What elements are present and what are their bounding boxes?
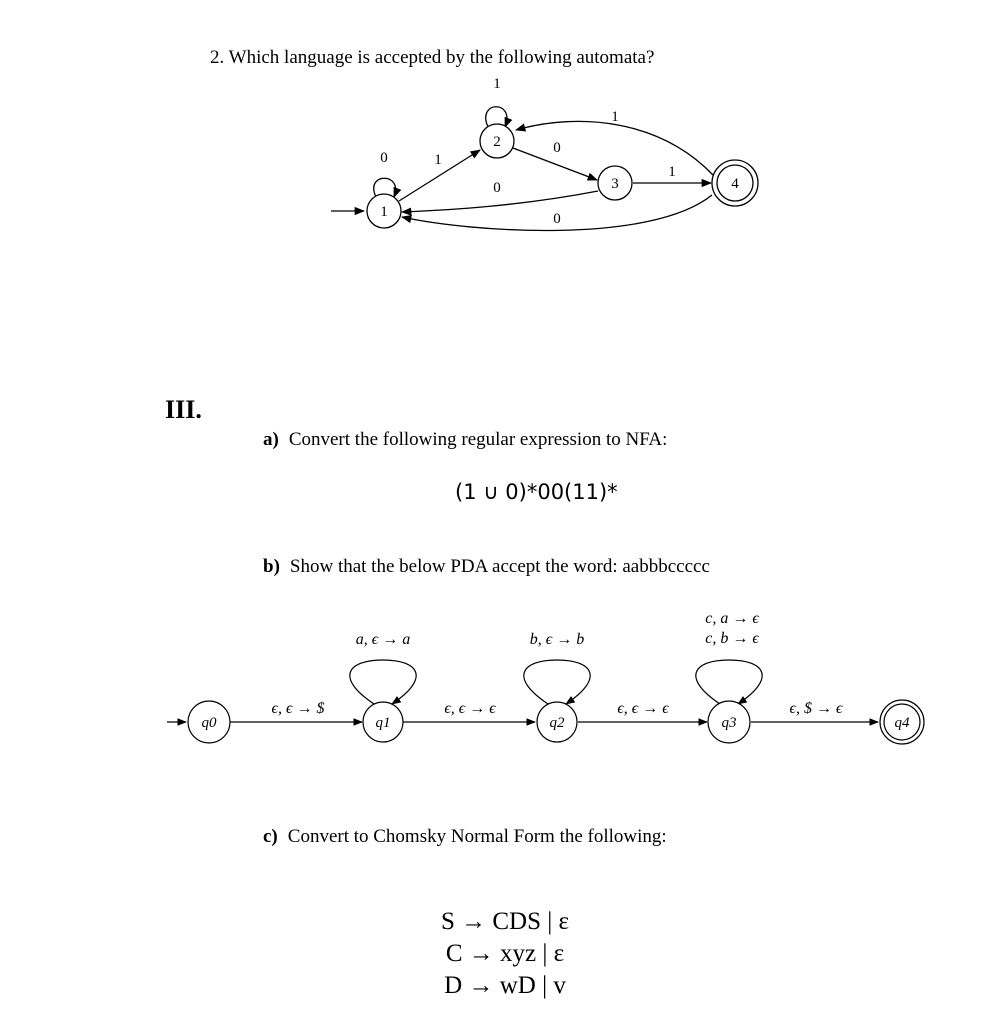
grammar-rule-s: S → CDS | ε — [440, 908, 570, 935]
dfa-state-2-label: 2 — [493, 134, 501, 150]
pda-loop-q2 — [524, 660, 590, 704]
part-c-text: Convert to Chomsky Normal Form the following: — [287, 826, 667, 847]
dfa-label-3-1: 0 — [493, 180, 501, 196]
dfa-state-3-label: 3 — [611, 176, 619, 192]
dfa-state-4-label: 4 — [731, 176, 739, 192]
part-b-text: Show that the below PDA accept the word: aabbbccccc — [289, 556, 710, 577]
regular-expression: (1 ∪ 0)*00(11)* — [455, 480, 618, 504]
part-a — [263, 429, 667, 451]
pda-label-q2-q3: ϵ, ϵ → ϵ — [617, 700, 669, 717]
dfa-diagram — [0, 0, 984, 300]
question-2-prompt: 2. Which language is accepted by the following automata? — [210, 47, 655, 68]
part-c — [263, 826, 667, 848]
pda-label-loop-q2: b, ϵ → b — [529, 631, 585, 648]
pda-label-q0-q1: ϵ, ϵ → $ — [271, 700, 325, 717]
pda-state-q4-label: q4 — [894, 715, 910, 731]
dfa-label-4-1: 0 — [553, 211, 561, 227]
dfa-label-1-2: 1 — [434, 152, 442, 168]
grammar-rule-c: C → xyz | ε — [445, 940, 565, 967]
grammar-rule-d: D → wD | v — [444, 972, 566, 999]
dfa-label-2-3: 0 — [553, 140, 561, 156]
pda-label-q3-q4: ϵ, $ → ϵ — [789, 700, 843, 717]
pda-label-loop-q1: a, ϵ → a — [355, 631, 411, 648]
part-b — [263, 556, 710, 578]
section-heading: III. — [165, 395, 202, 424]
pda-diagram — [0, 590, 984, 770]
dfa-label-4-2: 1 — [611, 109, 619, 125]
part-c-tag: c) — [263, 826, 278, 847]
dfa-label-3-4: 1 — [668, 164, 676, 180]
dfa-label-loop-2: 1 — [493, 76, 501, 92]
pda-loop-q3 — [696, 660, 762, 704]
pda-label-q1-q2: ϵ, ϵ → ϵ — [444, 700, 496, 717]
part-a-text: Convert the following regular expression to NFA: — [288, 429, 668, 450]
pda-state-q1-label: q1 — [375, 715, 391, 731]
pda-state-q3-label: q3 — [721, 715, 737, 731]
grammar — [380, 906, 630, 1002]
pda-label-loop-q3-b: c, b → ϵ — [705, 630, 759, 647]
part-b-tag: b) — [263, 556, 280, 577]
dfa-state-1-label: 1 — [380, 204, 388, 220]
pda-state-q0-label: q0 — [201, 715, 217, 731]
pda-state-q2-label: q2 — [549, 715, 565, 731]
pda-loop-q1 — [350, 660, 416, 704]
part-a-tag: a) — [263, 429, 279, 450]
pda-label-loop-q3-a: c, a → ϵ — [705, 610, 759, 627]
dfa-label-loop-1: 0 — [380, 150, 388, 166]
